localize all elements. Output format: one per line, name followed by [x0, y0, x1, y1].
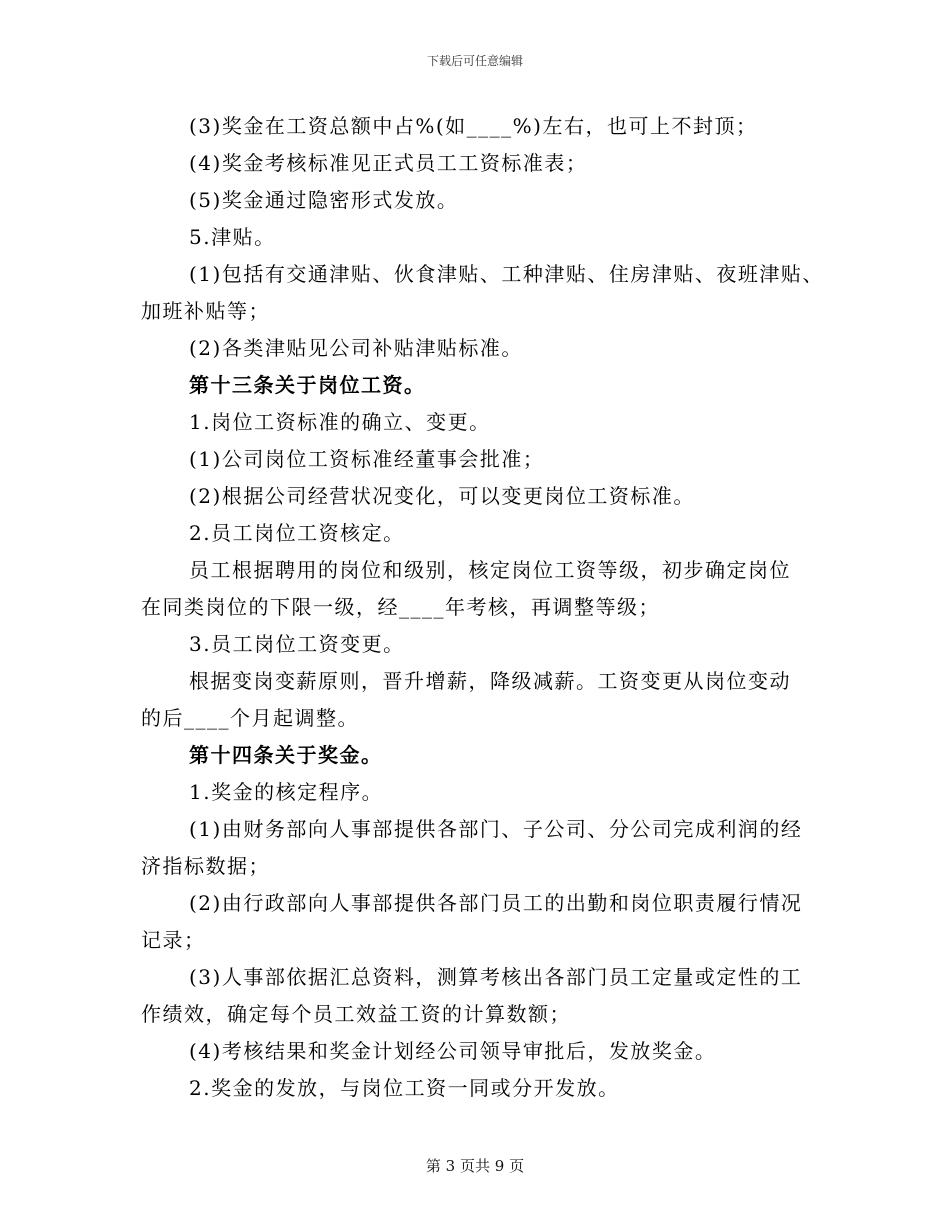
paragraph: (2)根据公司经营状况变化，可以变更岗位工资标准。 — [189, 484, 695, 508]
paragraph: (5)奖金通过隐密形式发放。 — [189, 188, 459, 212]
paragraph: (1)包括有交通津贴、伙食津贴、工种津贴、住房津贴、夜班津贴、 — [189, 262, 824, 286]
paragraph-continuation: 济指标数据； — [141, 854, 270, 878]
paragraph: (3)人事部依据汇总资料，测算考核出各部门员工定量或定性的工 — [189, 965, 803, 989]
paragraph: (4)奖金考核标准见正式员工工资标准表； — [189, 151, 588, 175]
paragraph: 1.奖金的核定程序。 — [189, 780, 384, 804]
paragraph: (2)由行政部向人事部提供各部门员工的出勤和岗位职责履行情况 — [189, 891, 803, 915]
paragraph: 2.员工岗位工资核定。 — [189, 521, 405, 545]
paragraph: (1)由财务部向人事部提供各部门、子公司、分公司完成利润的经 — [189, 817, 803, 841]
paragraph: 5.津贴。 — [189, 225, 276, 249]
article-heading: 第十四条关于奖金。 — [189, 743, 383, 767]
paragraph: (1)公司岗位工资标准经董事会批准； — [189, 447, 545, 471]
paragraph: (2)各类津贴见公司补贴津贴标准。 — [189, 336, 523, 360]
document-body — [141, 108, 831, 1107]
paragraph: 3.员工岗位工资变更。 — [189, 632, 405, 656]
paragraph-continuation: 的后____个月起调整。 — [141, 706, 359, 730]
article-heading: 第十三条关于岗位工资。 — [189, 373, 426, 397]
paragraph: 1.岗位工资标准的确立、变更。 — [189, 410, 491, 434]
paragraph: (3)奖金在工资总额中占%(如____%)左右，也可上不封顶； — [189, 114, 758, 138]
paragraph-continuation: 作绩效，确定每个员工效益工资的计算数额； — [141, 1002, 571, 1026]
paragraph: 员工根据聘用的岗位和级别，核定岗位工资等级，初步确定岗位 — [189, 558, 791, 582]
paragraph: 2.奖金的发放，与岗位工资一同或分开发放。 — [189, 1076, 620, 1100]
paragraph: 根据变岗变薪原则，晋升增薪，降级减薪。工资变更从岗位变动 — [189, 669, 791, 693]
paragraph: (4)考核结果和奖金计划经公司领导审批后，发放奖金。 — [189, 1039, 717, 1063]
paragraph-continuation: 记录； — [141, 928, 206, 952]
paragraph-continuation: 在同类岗位的下限一级，经____年考核，再调整等级； — [141, 595, 660, 619]
paragraph-continuation: 加班补贴等； — [141, 299, 270, 323]
page-footer: 第 3 页共 9 页 — [425, 1157, 525, 1175]
page-header: 下载后可任意编辑 — [426, 54, 523, 68]
